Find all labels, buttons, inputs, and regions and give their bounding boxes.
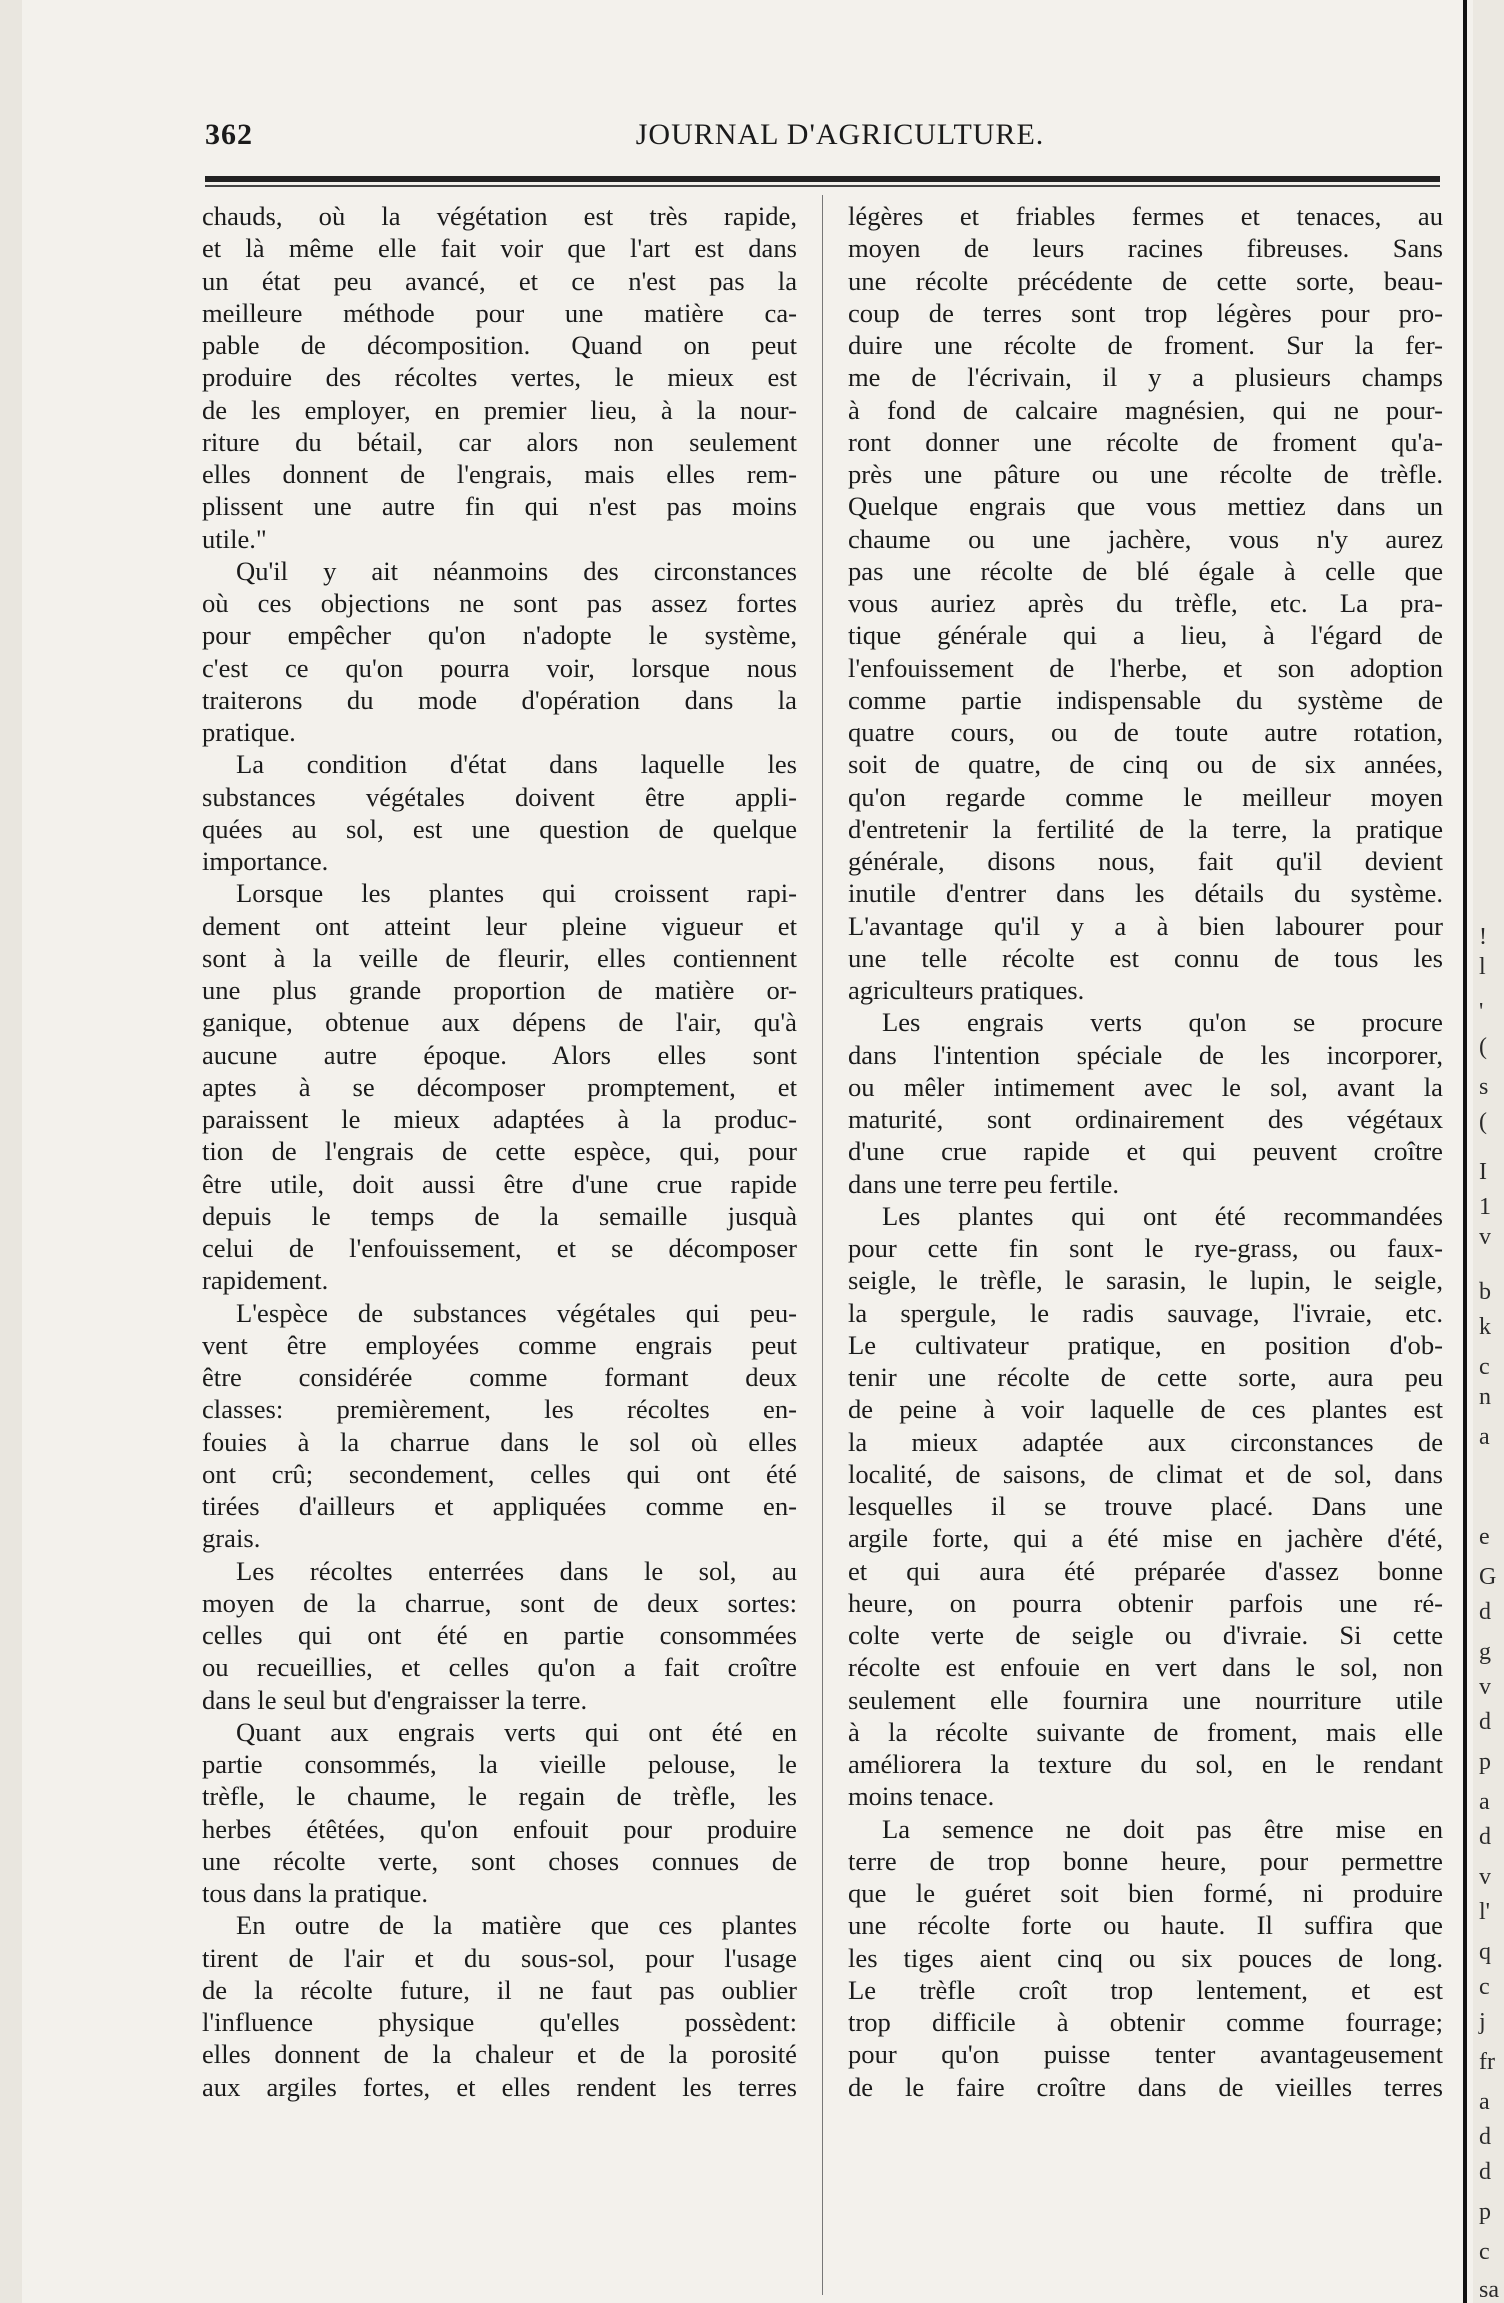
text-line: coup de terres sont trop légères pour pro-: [848, 297, 1443, 328]
text-line: L'espèce de substances végétales qui peu-: [236, 1297, 797, 1328]
bleed-glyph: p: [1479, 2199, 1491, 2225]
right-column: [848, 200, 1443, 2103]
text-line: vous auriez après du trèfle, etc. La pra-: [848, 588, 1443, 618]
text-line: classes: premièrement, les récoltes en-: [202, 1394, 797, 1425]
text-line: améliorera la texture du sol, en le rendant: [848, 1749, 1443, 1779]
bleed-glyph: c: [1479, 1974, 1490, 2000]
bleed-glyph: d: [1479, 1709, 1491, 1735]
text-line: Qu'il y ait néanmoins des circonstances: [236, 555, 797, 586]
text-line: une récolte verte, sont choses connues de: [202, 1845, 797, 1876]
text-line: duire une récolte de froment. Sur la fer-: [848, 330, 1443, 360]
text-line: chauds, où la végétation est très rapide,: [202, 201, 797, 231]
text-line: dans l'intention spéciale de les incorporer,: [848, 1039, 1443, 1070]
text-line: trèfle, le chaume, le regain de trèfle, les: [202, 1781, 797, 1812]
text-line: tirent de l'air et du sous-sol, pour l'usage: [202, 1942, 797, 1973]
text-line: générale, disons nous, fait qu'il devient: [848, 846, 1443, 876]
text-line: ou recueillies, et celles qu'on a fait croître: [202, 1652, 797, 1683]
bleed-glyph: l: [1479, 954, 1486, 980]
bleed-glyph: c: [1479, 2239, 1490, 2265]
text-line: ront donner une récolte de froment qu'a-: [848, 426, 1443, 457]
bleed-glyph: j: [1479, 2009, 1486, 2035]
text-line: Les engrais verts qu'on se procure: [882, 1007, 1443, 1038]
text-line: de la récolte future, il ne faut pas oublier: [202, 1974, 797, 2005]
text-line: partie consommés, la vieille pelouse, le: [202, 1749, 797, 1779]
text-line: ganique, obtenue aux dépens de l'air, qu'à: [202, 1007, 797, 1038]
text-line: la spergule, le radis sauvage, l'ivraie, etc.: [848, 1297, 1443, 1328]
text-line: L'avantage qu'il y a à bien labourer pour: [848, 910, 1443, 941]
text-line: les tiges aient cinq ou six pouces de long.: [848, 1942, 1443, 1973]
text-line: maturité, sont ordinairement des végétaux: [848, 1104, 1443, 1134]
text-line: dans le seul but d'engraisser la terre.: [202, 1684, 588, 1715]
bleed-glyph: a: [1479, 1789, 1490, 1815]
text-line: de les employer, en premier lieu, à la nour-: [202, 394, 797, 425]
text-line: une récolte forte ou haute. Il suffira que: [848, 1910, 1443, 1941]
text-line: sont à la veille de fleurir, elles contiennent: [202, 942, 797, 973]
bleed-glyph: d: [1479, 1599, 1491, 1625]
text-line: pour empêcher qu'on n'adopte le système,: [202, 620, 797, 651]
bleed-glyph: v: [1479, 1674, 1491, 1700]
text-line: La condition d'état dans laquelle les: [236, 749, 797, 780]
text-line: moyen de la charrue, sont de deux sortes:: [202, 1587, 797, 1618]
header-rule-thick: [205, 176, 1440, 182]
text-line: paraissent le mieux adaptées à la produc-: [202, 1104, 797, 1134]
bleed-glyph: b: [1479, 1279, 1491, 1305]
text-line: l'enfouissement de l'herbe, et son adoption: [848, 652, 1443, 683]
text-line: où ces objections ne sont pas assez fortes: [202, 588, 797, 618]
text-line: seulement elle fournira une nourriture utile: [848, 1684, 1443, 1715]
scan-left-margin: [0, 0, 22, 2303]
bleed-glyph: (: [1479, 1109, 1487, 1135]
text-line: dans une terre peu fertile.: [848, 1168, 1119, 1199]
text-line: la mieux adaptée aux circonstances de: [848, 1426, 1443, 1457]
text-line: près une pâture ou une récolte de trèfle.: [848, 459, 1443, 489]
bleed-glyph: (: [1479, 1034, 1487, 1060]
bleed-glyph: e: [1479, 1524, 1490, 1550]
text-line: chaume ou une jachère, vous n'y aurez: [848, 523, 1443, 554]
text-line: ou mêler intimement avec le sol, avant la: [848, 1071, 1443, 1102]
bleed-glyph: d: [1479, 1824, 1491, 1850]
text-line: En outre de la matière que ces plantes: [236, 1910, 797, 1941]
page-number: 362: [205, 118, 253, 151]
text-line: Le cultivateur pratique, en position d'ob-: [848, 1329, 1443, 1360]
running-title: JOURNAL D'AGRICULTURE.: [635, 118, 1045, 151]
text-line: une telle récolte est connu de tous les: [848, 942, 1443, 973]
bleed-glyph: ': [1479, 999, 1484, 1025]
text-line: qu'on regarde comme le meilleur moyen: [848, 781, 1443, 812]
text-line: lesquelles il se trouve placé. Dans une: [848, 1491, 1443, 1521]
text-line: soit de quatre, de cinq ou de six années,: [848, 749, 1443, 780]
text-line: Les récoltes enterrées dans le sol, au: [236, 1555, 797, 1586]
text-line: de le faire croître dans de vieilles terres: [848, 2071, 1443, 2102]
bleed-glyph: 1: [1479, 1194, 1491, 1220]
bleed-glyph: p: [1479, 1749, 1491, 1775]
page-header: [205, 118, 1435, 168]
text-line: dement ont atteint leur pleine vigueur et: [202, 910, 797, 941]
text-line: une plus grande proportion de matière or-: [202, 975, 797, 1005]
text-line: utile.": [202, 523, 267, 554]
text-line: pour cette fin sont le rye-grass, ou faux-: [848, 1233, 1443, 1263]
text-line: terre de trop bonne heure, pour permettre: [848, 1845, 1443, 1876]
text-line: de peine à voir laquelle de ces plantes est: [848, 1394, 1443, 1425]
bleed-glyph: v: [1479, 1224, 1491, 1250]
text-line: que le guéret soit bien formé, ni produire: [848, 1878, 1443, 1908]
text-line: moyen de leurs racines fibreuses. Sans: [848, 233, 1443, 264]
page-edge-rule: [1463, 0, 1467, 2303]
text-line: Quant aux engrais verts qui ont été en: [236, 1716, 797, 1747]
text-line: depuis le temps de la semaille jusquà: [202, 1200, 797, 1231]
text-line: rapidement.: [202, 1265, 329, 1296]
text-line: elles donnent de l'engrais, mais elles rem-: [202, 459, 797, 489]
text-line: d'une crue rapide et qui peuvent croître: [848, 1136, 1443, 1167]
text-line: quées au sol, est une question de quelque: [202, 813, 797, 844]
text-line: légères et friables fermes et tenaces, au: [848, 201, 1443, 231]
header-rule-thin: [205, 185, 1440, 187]
column-divider: [822, 195, 823, 2295]
text-line: Lorsque les plantes qui croissent rapi-: [236, 878, 797, 909]
text-line: tion de l'engrais de cette espèce, qui, pour: [202, 1136, 797, 1167]
bleed-glyph: G: [1479, 1564, 1497, 1590]
bleed-glyph: s: [1479, 1074, 1489, 1100]
text-line: agriculteurs pratiques.: [848, 975, 1085, 1005]
bleed-glyph: c: [1479, 1354, 1490, 1380]
text-line: et qui aura été préparée d'assez bonne: [848, 1555, 1443, 1586]
text-line: moins tenace.: [848, 1781, 995, 1812]
text-line: celui de l'enfouissement, et se décomposer: [202, 1233, 797, 1263]
text-line: celles qui ont été en partie consommées: [202, 1620, 797, 1650]
bleed-glyph: v: [1479, 1864, 1491, 1890]
text-line: localité, de saisons, de climat et de sol, dans: [848, 1458, 1443, 1489]
text-line: récolte est enfouie en vert dans le sol, non: [848, 1652, 1443, 1683]
text-line: trop difficile à obtenir comme fourrage;: [848, 2007, 1443, 2037]
left-column: [202, 200, 797, 2103]
text-line: à la récolte suivante de froment, mais elle: [848, 1716, 1443, 1747]
bleed-glyph: l': [1479, 1899, 1490, 1925]
text-line: La semence ne doit pas être mise en: [882, 1813, 1443, 1844]
text-line: elles donnent de la chaleur et de la porosité: [202, 2039, 797, 2070]
bleed-glyph: a: [1479, 1424, 1490, 1450]
text-line: Le trèfle croît trop lentement, et est: [848, 1974, 1443, 2005]
text-line: aux argiles fortes, et elles rendent les terres: [202, 2071, 797, 2102]
bleed-glyph: !: [1479, 924, 1487, 950]
bleed-glyph: fr: [1479, 2049, 1495, 2075]
text-line: un état peu avancé, et ce n'est pas la: [202, 265, 797, 296]
text-line: à fond de calcaire magnésien, qui ne pour-: [848, 394, 1443, 425]
text-line: fouies à la charrue dans le sol où elles: [202, 1426, 797, 1457]
bleed-glyph: d: [1479, 2124, 1491, 2150]
text-line: d'entretenir la fertilité de la terre, la pratique: [848, 813, 1443, 844]
text-line: être utile, doit aussi être d'une crue rapide: [202, 1168, 797, 1199]
bleed-glyph: I: [1479, 1159, 1487, 1185]
text-line: meilleure méthode pour une matière ca-: [202, 297, 797, 328]
bleed-glyph: sa: [1479, 2277, 1499, 2303]
text-line: vent être employées comme engrais peut: [202, 1329, 797, 1360]
bleed-glyph: g: [1479, 1639, 1491, 1665]
text-line: seigle, le trèfle, le sarasin, le lupin, le seigle,: [848, 1265, 1443, 1296]
bleed-glyph: q: [1479, 1939, 1491, 1965]
text-line: substances végétales doivent être appli-: [202, 781, 797, 812]
text-line: tous dans la pratique.: [202, 1878, 428, 1908]
text-line: pable de décomposition. Quand on peut: [202, 330, 797, 360]
text-line: produire des récoltes vertes, le mieux est: [202, 362, 797, 393]
text-line: pour qu'on puisse tenter avantageusement: [848, 2039, 1443, 2070]
bleed-glyph: d: [1479, 2159, 1491, 2185]
text-line: c'est ce qu'on pourra voir, lorsque nous: [202, 652, 797, 683]
text-line: aptes à se décomposer promptement, et: [202, 1071, 797, 1102]
text-line: importance.: [202, 846, 329, 876]
text-line: une récolte précédente de cette sorte, beau-: [848, 265, 1443, 296]
text-line: riture du bétail, car alors non seulement: [202, 426, 797, 457]
text-line: herbes étêtées, qu'on enfouit pour produire: [202, 1813, 797, 1844]
adjacent-page-bleed: [1473, 0, 1504, 2303]
bleed-glyph: a: [1479, 2089, 1490, 2115]
text-line: aucune autre époque. Alors elles sont: [202, 1039, 797, 1070]
text-line: grais.: [202, 1523, 261, 1554]
text-line: inutile d'entrer dans les détails du système.: [848, 878, 1443, 909]
text-line: me de l'écrivain, il y a plusieurs champs: [848, 362, 1443, 393]
text-line: et là même elle fait voir que l'art est dans: [202, 233, 797, 264]
text-line: Quelque engrais que vous mettiez dans un: [848, 491, 1443, 522]
text-line: colte verte de seigle ou d'ivraie. Si cette: [848, 1620, 1443, 1650]
text-line: ont crû; secondement, celles qui ont été: [202, 1458, 797, 1489]
text-line: tenir une récolte de cette sorte, aura peu: [848, 1362, 1443, 1392]
text-line: tique générale qui a lieu, à l'égard de: [848, 620, 1443, 651]
text-line: traiterons du mode d'opération dans la: [202, 684, 797, 715]
text-line: tirées d'ailleurs et appliquées comme en-: [202, 1491, 797, 1521]
text-line: l'influence physique qu'elles possèdent:: [202, 2007, 797, 2037]
bleed-glyph: k: [1479, 1314, 1491, 1340]
text-line: plissent une autre fin qui n'est pas moins: [202, 491, 797, 522]
bleed-glyph: n: [1479, 1384, 1491, 1410]
text-line: pas une récolte de blé égale à celle que: [848, 555, 1443, 586]
text-line: être considérée comme formant deux: [202, 1362, 797, 1392]
text-line: quatre cours, ou de toute autre rotation,: [848, 717, 1443, 747]
text-line: argile forte, qui a été mise en jachère d'été,: [848, 1523, 1443, 1554]
text-line: Les plantes qui ont été recommandées: [882, 1200, 1443, 1231]
text-line: heure, on pourra obtenir parfois une ré-: [848, 1587, 1443, 1618]
text-line: comme partie indispensable du système de: [848, 684, 1443, 715]
text-line: pratique.: [202, 717, 296, 747]
